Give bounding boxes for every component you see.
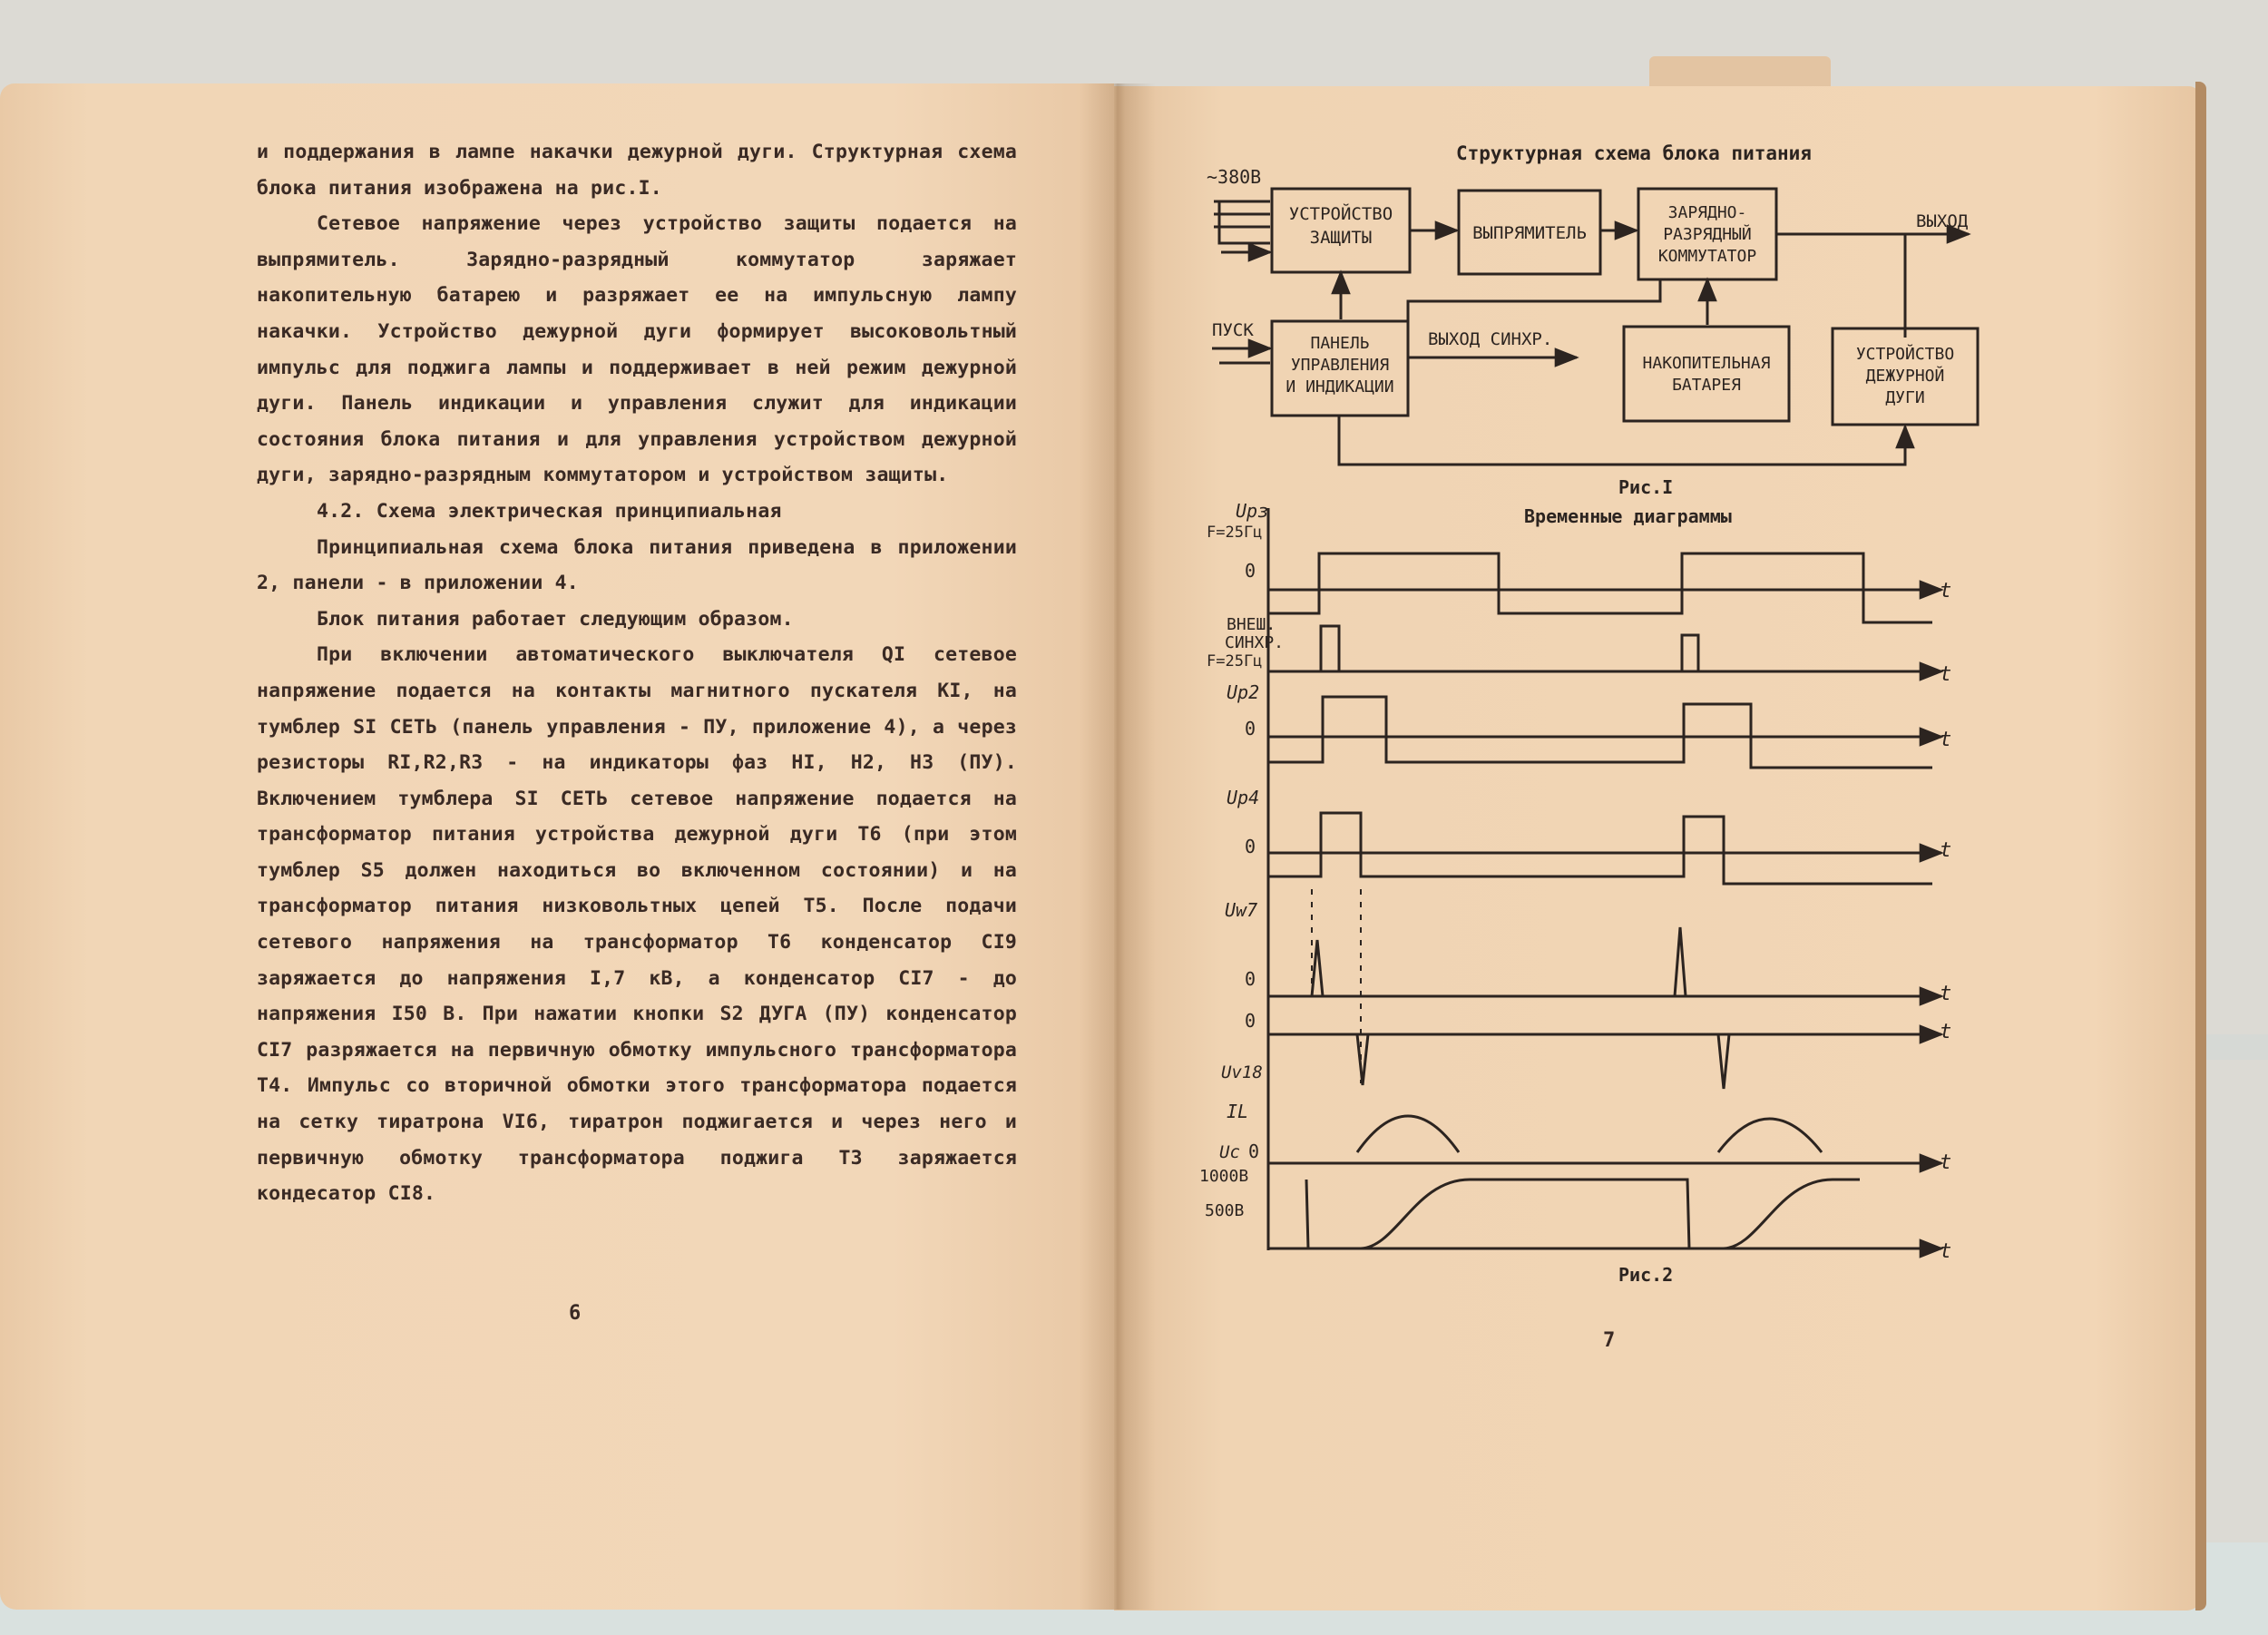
- block-standby-arc-label: ДУГИ: [1885, 388, 1925, 407]
- signal-sub-label: F=25Гц: [1207, 524, 1263, 542]
- paragraph: При включении автоматического выключателя QI сетевое напряжение подается на контакты магнитного пускателя KI, на тумблер SI СЕТЬ (панель управления - ПУ, приложение 4), а через резисторы RI,R2,R3 - на индикаторы фаз HI, H2, H3 (ПУ). Включением тумблера SI СЕТЬ сетевое напряжение подается на трансформатор питания устройства дежурной дуги T6 (при этом тумблер S5 должен находиться во включенном состоянии) и на трансформатор питания низковольтных цепей T5. После подачи сетевого напряжения на трансформатор T6 конденсатор CI9 заряжается до напряжения I,7 кВ, а конденсатор CI7 - до напряжения I50 В. При нажатии кнопки S2 ДУГА (ПУ) конденсатор CI7 разряжается на первичную обмотку импульсного трансформатора T4. Импульс со вторичной обмотки этого трансформатора подается на сетку тиратрона VI6, тиратрон поджигается и через него и первичную обмотку трансформатора поджига T3 заряжается кондесатор CI8.: [257, 643, 1017, 1206]
- time-axis-label: t: [1940, 839, 1952, 862]
- zero-label: 0: [1245, 836, 1256, 857]
- block-battery: [1624, 327, 1789, 421]
- paragraph: Блок питания работает следующим образом.: [317, 607, 794, 631]
- voltage-500-label: 500В: [1205, 1201, 1245, 1220]
- timing-title: Временные диаграммы: [1524, 505, 1732, 527]
- time-axis-label: t: [1940, 1240, 1952, 1263]
- signal-label: ВНЕШ.: [1227, 615, 1276, 634]
- paragraph: Принципиальная схема блока питания приведена в приложении 2, панели - в приложении 4.: [257, 535, 1017, 595]
- time-axis-label: t: [1940, 663, 1952, 686]
- signal-label: Uр2: [1227, 681, 1260, 703]
- input-start-label: ПУСК: [1212, 320, 1254, 340]
- waveform-il: [1357, 1116, 1822, 1152]
- panel-standby-link: [1339, 416, 1905, 465]
- voltage-1000-label: 1000В: [1199, 1167, 1249, 1186]
- waveform-up4: [1268, 813, 1932, 884]
- zero-label: 0: [1245, 718, 1256, 739]
- block-panel-label: И ИНДИКАЦИИ: [1286, 377, 1394, 397]
- paragraph: и поддержания в лампе накачки дежурной дуги. Структурная схема блока питания изображена на рис.I.: [257, 141, 1017, 200]
- time-axis-label: t: [1940, 729, 1952, 751]
- page-number-right: 7: [1603, 1329, 1616, 1352]
- waveform-urz: [1268, 553, 1932, 622]
- output-main-label: ВЫХОД: [1916, 211, 1969, 231]
- timing-diagrams: [1199, 500, 1951, 1286]
- waveform-uc: [1306, 1180, 1860, 1248]
- mains-lines: [1214, 201, 1270, 227]
- signal-label: IL: [1227, 1101, 1249, 1122]
- time-axis-label: t: [1940, 1151, 1952, 1174]
- block-protection-label: УСТРОЙСТВО: [1288, 204, 1393, 224]
- block-switch-label: ЗАРЯДНО-: [1667, 203, 1747, 222]
- time-axis-label: t: [1940, 580, 1952, 602]
- panel-switch-link: [1408, 279, 1660, 321]
- block-switch-label: РАЗРЯДНЫЙ: [1663, 225, 1752, 244]
- fig1-caption: Рис.I: [1618, 476, 1674, 498]
- zero-label: 0: [1245, 968, 1256, 990]
- signal-sub-label: СИНХР.: [1225, 633, 1285, 652]
- fig2-caption: Рис.2: [1618, 1264, 1674, 1286]
- block-standby-arc-label: УСТРОЙСТВО: [1855, 345, 1955, 364]
- input-mains-label: ~380В: [1207, 166, 1262, 188]
- block-diagram: [1207, 142, 1978, 498]
- paragraph: Сетевое напряжение через устройство защиты подается на выпрямитель. Зарядно-разрядный коммутатор заряжает накопительную батарею и разряжает ее на импульсную лампу накачки. Устройство дежурной дуги формирует высоковольтный импульс для поджига лампы и поддерживает в ней режим дежурной дуги. Панель индикации и управления служит для индикации состояния блока питания и для управления устройством дежурной дуги, зарядно-разрядным коммутатором и устройством защиты.: [257, 212, 1017, 487]
- time-axis-label: t: [1940, 1021, 1952, 1043]
- signal-sub-label: F=25Гц: [1207, 652, 1263, 671]
- block-panel-label: УПРАВЛЕНИЯ: [1290, 356, 1390, 375]
- block-battery-label: НАКОПИТЕЛЬНАЯ: [1642, 354, 1771, 373]
- zero-label: 0: [1245, 1010, 1256, 1032]
- signal-label: Uv18: [1221, 1062, 1263, 1082]
- page-number-left: 6: [569, 1302, 582, 1325]
- block-panel-label: ПАНЕЛЬ: [1310, 334, 1370, 353]
- waveform-up2: [1268, 697, 1932, 768]
- signal-label: Uc: [1219, 1142, 1240, 1162]
- output-sync-label: ВЫХОД СИНХР.: [1428, 329, 1553, 349]
- time-axis-label: t: [1940, 983, 1952, 1005]
- waveform-uv18: [1357, 1034, 1729, 1089]
- signal-label: Uрз: [1236, 500, 1269, 522]
- waveform-ext-sync: [1321, 626, 1698, 671]
- signal-label: Uр4: [1227, 787, 1260, 808]
- signal-label: Uw7: [1225, 899, 1258, 921]
- block-rectifier-label: ВЫПРЯМИТЕЛЬ: [1472, 223, 1587, 243]
- block-switch-label: КОММУТАТОР: [1657, 247, 1757, 266]
- zero-label: 0: [1248, 1141, 1260, 1162]
- block-diagram-title: Структурная схема блока питания: [1456, 142, 1812, 164]
- block-standby-arc-label: ДЕЖУРНОЙ: [1865, 367, 1945, 386]
- block-protection-label: ЗАЩИТЫ: [1309, 228, 1373, 248]
- waveform-uw7: [1312, 927, 1686, 996]
- block-battery-label: БАТАРЕЯ: [1672, 376, 1741, 395]
- section-heading: 4.2. Схема электрическая принципиальная: [317, 499, 782, 523]
- alignment-guides: [1312, 889, 1361, 1083]
- zero-label: 0: [1245, 560, 1256, 582]
